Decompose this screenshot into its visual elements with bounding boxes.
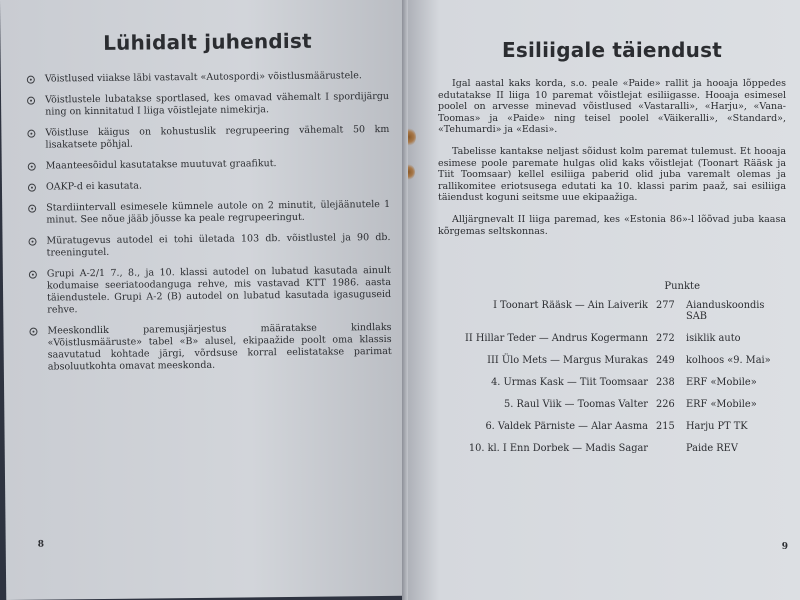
rules-list — [27, 70, 392, 374]
bullet-icon — [27, 97, 35, 105]
bullet-icon — [27, 130, 35, 138]
crew-cell: 4. Urmas Kask — Tiit Toomsaar — [491, 377, 648, 389]
left-page-number: 8 — [37, 539, 45, 550]
crew-cell: I Toonart Rääsk — Ain Laiverik — [493, 300, 648, 312]
rule-text: Maanteesõidul kasutatakse muutuvat graafikut. — [45, 158, 277, 172]
rule-text: Meeskondlik paremusjärjestus määratakse kindlaks «Võistlusmääruste» tabel «B» alusel, ekipaažide poolt oma klassis saavutatud kohtade järgi, võrdsuse korral eelistatakse parimat absoluutkohta omavat meeskonda. — [47, 321, 392, 373]
team-cell: Paide REV — [686, 443, 738, 455]
points-cell: 249 — [656, 355, 675, 367]
bullet-icon — [29, 328, 37, 336]
rule-item — [27, 91, 389, 119]
bullet-icon — [29, 271, 37, 279]
rule-text: Võistlused viiakse läbi vastavalt «Autospordi» võistlusmäärustele. — [44, 70, 362, 85]
table-row — [438, 399, 786, 421]
intro-paragraph: Alljärgnevalt II liiga paremad, kes «Estonia 86»-l lõõvad juba kaasa kõrgemas seltskonnas. — [438, 213, 786, 237]
intro-paragraph: Tabelisse kantakse neljast sõidust kolm paremat tulemust. Et hooaja esimese poole paremate hulgas olid kaks võistlejat (Toonart Rääsk ja Tiit Toomsaar) kellel esiliiga paberid olid juba varemalt olemas ja rallikomitee eriotsusega edutati ka 10. klassi parim paaž, sai esiliiga täiendust koguni seitsme uue ekipaažiga. — [438, 145, 786, 204]
rule-text: Võistluse käigus on kohustuslik regrupeering vähemalt 50 km lisakatsete põhjal. — [45, 123, 390, 151]
points-cell: 215 — [656, 421, 675, 433]
points-cell: 226 — [656, 399, 675, 411]
table-row — [438, 421, 786, 443]
team-cell: ERF «Mobile» — [686, 399, 757, 411]
bullet-icon — [28, 184, 36, 192]
crew-cell: 10. kl. I Enn Dorbek — Madis Sagar — [468, 443, 648, 455]
bullet-icon — [27, 76, 35, 84]
points-cell: 277 — [656, 300, 675, 312]
team-cell: ERF «Mobile» — [686, 377, 757, 389]
points-column-header: Punkte — [664, 281, 700, 293]
rule-item — [27, 124, 389, 152]
team-cell: Harju PT TK — [686, 421, 748, 433]
rule-text: Müratugevus autodel ei tohi ületada 103 db. võistlustel ja 90 db. treeningutel. — [46, 231, 391, 259]
rule-item — [28, 157, 390, 173]
right-page — [408, 0, 800, 600]
rule-item — [28, 232, 390, 260]
rule-text: Stardiintervall esimesele kümnele autole on 2 minutit, ülejäänutele 1 minut. See nõue jääb jõusse ka peale regrupeeringut. — [46, 198, 391, 226]
rule-item — [29, 322, 391, 374]
results-table — [438, 300, 786, 465]
crew-cell: 6. Valdek Pärniste — Alar Aasma — [485, 421, 648, 433]
points-cell: 272 — [656, 333, 675, 345]
crew-cell: 5. Raul Viik — Toomas Valter — [503, 399, 648, 411]
table-row — [438, 300, 786, 333]
points-cell: 238 — [656, 377, 675, 389]
crew-cell: III Ülo Mets — Margus Murakas — [487, 355, 648, 367]
bullet-icon — [28, 238, 36, 246]
table-row — [438, 355, 786, 377]
bullet-icon — [28, 163, 36, 171]
points-cell — [656, 443, 682, 465]
bullet-icon — [28, 205, 36, 213]
rust-stain — [408, 164, 415, 180]
rust-stain — [408, 128, 416, 146]
rule-text: OAKP-d ei kasutata. — [45, 180, 143, 193]
rule-text: Grupi A-2/1 7., 8., ja 10. klassi autodel on lubatud kasutada ainult kodumaise seeriatoodanguga rehve, mis vastavad KTT 1986. aasta täiendustele. Grupi A-2 (B) autodel on lubatud kasutada igasuguseid rehve. — [46, 264, 392, 316]
table-row — [438, 443, 786, 465]
crew-cell: II Hillar Teder — Andrus Kogermann — [464, 333, 648, 345]
team-cell: kolhoos «9. Mai» — [686, 355, 771, 367]
team-cell: Aianduskoondis SAB — [686, 300, 765, 323]
rule-item — [27, 70, 389, 86]
intro-paragraph: Igal aastal kaks korda, s.o. peale «Paide» rallit ja hooaja lõppedes edutatakse II liiga 10 paremat võistlejat esiliigasse. Hooaja esimesel poolel on arvesse minevad võistlused «Vastaralli», «Harju», «Vana-Toomas» ja «Paide» ning teisel poolel «Väikeralli», «Standard», «Tehumardi» ja «Edasi». — [438, 78, 786, 136]
rule-item — [28, 178, 390, 194]
team-cell: isiklik auto — [686, 333, 741, 345]
right-page-title: Esiliigale täiendust — [502, 38, 722, 62]
rule-item — [29, 265, 391, 317]
table-row — [438, 377, 786, 399]
table-row — [438, 333, 786, 355]
rule-text: Võistlustele lubatakse sportlased, kes omavad vähemalt I spordijärgu ning on kinnitatud I liiga võistlejate nimekirja. — [44, 90, 390, 118]
right-page-number: 9 — [781, 542, 788, 552]
left-page-title: Lühidalt juhendist — [103, 28, 312, 55]
rule-item — [28, 199, 390, 227]
